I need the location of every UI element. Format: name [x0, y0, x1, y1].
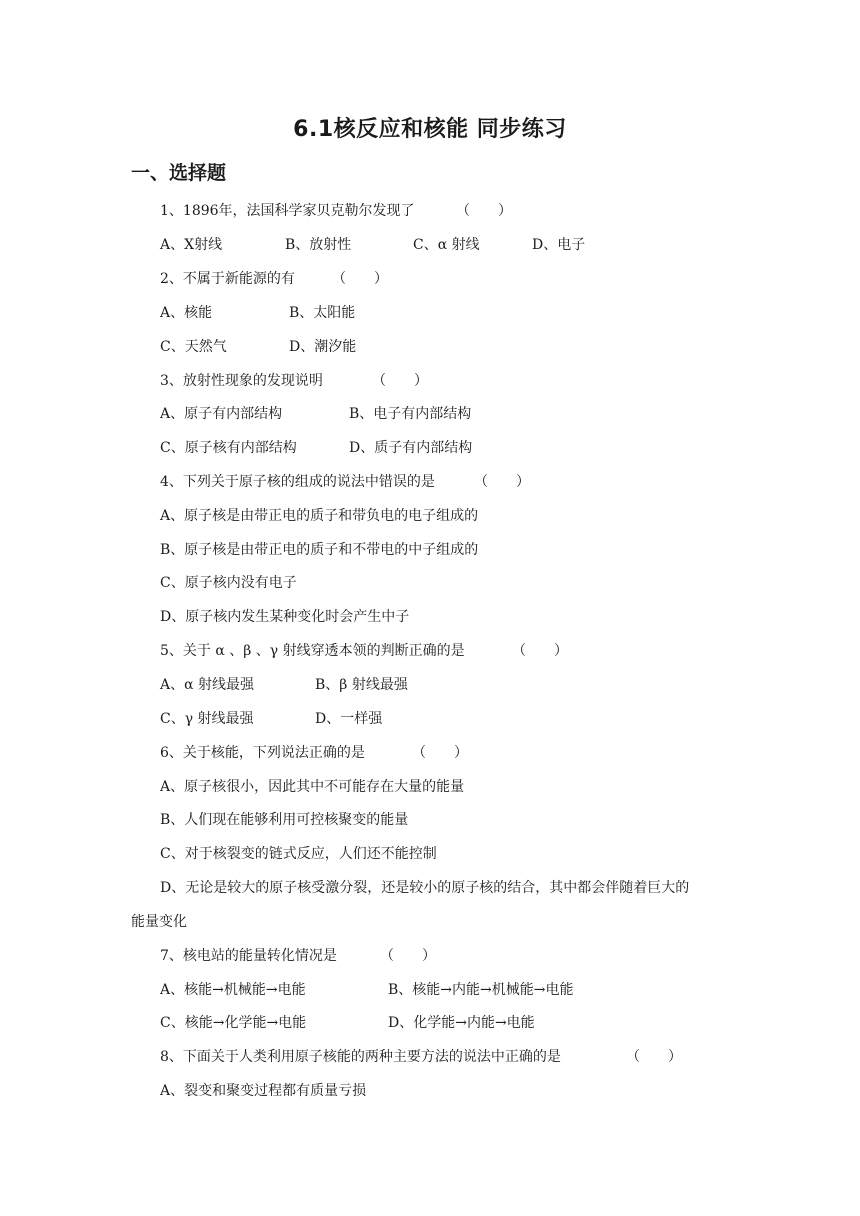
option-a: A、原子核很小，因此其中不可能存在大量的能量	[160, 779, 465, 795]
document-title: 6.1核反应和核能 同步练习	[293, 117, 567, 142]
option-a: A、核能→机械能→电能	[160, 982, 306, 998]
question-1-stem: 1、1896年，法国科学家贝克勒尔发现了 （ ）	[160, 203, 512, 219]
option-d: D、电子	[532, 237, 586, 253]
option-a: A、α 射线最强	[160, 677, 255, 693]
option-c: C、核能→化学能→电能	[160, 1015, 307, 1031]
option-d: D、一样强	[315, 711, 383, 727]
option-a: A、原子有内部结构	[160, 406, 283, 422]
option-d: D、无论是较大的原子核受激分裂，还是较小的原子核的结合，其中都会伴随着巨大的	[160, 880, 690, 896]
option-b: B、原子核是由带正电的质子和不带电的中子组成的	[160, 542, 479, 558]
answer-blank: （ ）	[332, 271, 388, 287]
option-d: D、潮汐能	[289, 339, 357, 355]
option-d-continued: 能量变化	[131, 914, 187, 930]
option-c: C、α 射线	[413, 237, 480, 253]
option-c: C、原子核内没有电子	[160, 575, 297, 591]
answer-blank: （ ）	[626, 1049, 682, 1065]
option-c: C、对于核裂变的链式反应，人们还不能控制	[160, 846, 437, 862]
option-d: D、化学能→内能→电能	[388, 1015, 535, 1031]
option-c: C、天然气	[160, 339, 227, 355]
answer-blank: （ ）	[474, 474, 530, 490]
option-b: B、β 射线最强	[315, 677, 408, 693]
option-c: C、γ 射线最强	[160, 711, 254, 727]
answer-blank: （ ）	[412, 745, 468, 761]
option-b: B、人们现在能够利用可控核聚变的能量	[160, 812, 409, 828]
option-d: D、原子核内发生某种变化时会产生中子	[160, 609, 410, 625]
question-6-stem: 6、关于核能，下列说法正确的是 （ ）	[160, 745, 468, 761]
option-a: A、核能	[160, 305, 213, 321]
option-b: B、核能→内能→机械能→电能	[388, 982, 574, 998]
answer-blank: （ ）	[456, 203, 512, 219]
question-5-stem: 5、关于 α 、β 、γ 射线穿透本领的判断正确的是 （ ）	[160, 643, 568, 659]
option-b: B、太阳能	[289, 305, 356, 321]
option-b: B、电子有内部结构	[349, 406, 472, 422]
question-8-stem: 8、下面关于人类利用原子核能的两种主要方法的说法中正确的是 （ ）	[160, 1049, 682, 1065]
option-a: A、裂变和聚变过程都有质量亏损	[160, 1083, 367, 1099]
option-b: B、放射性	[285, 237, 352, 253]
option-c: C、原子核有内部结构	[160, 440, 297, 456]
answer-blank: （ ）	[512, 643, 568, 659]
question-2-stem: 2、不属于新能源的有 （ ）	[160, 271, 388, 287]
option-a: A、原子核是由带正电的质子和带负电的电子组成的	[160, 508, 479, 524]
answer-blank: （ ）	[372, 373, 428, 389]
section-heading: 一、选择题	[131, 162, 227, 184]
option-a: A、X射线	[160, 237, 223, 253]
question-7-stem: 7、核电站的能量转化情况是 （ ）	[160, 948, 436, 964]
question-4-stem: 4、下列关于原子核的组成的说法中错误的是 （ ）	[160, 474, 530, 490]
question-3-stem: 3、放射性现象的发现说明 （ ）	[160, 373, 428, 389]
option-d: D、质子有内部结构	[349, 440, 473, 456]
answer-blank: （ ）	[380, 948, 436, 964]
